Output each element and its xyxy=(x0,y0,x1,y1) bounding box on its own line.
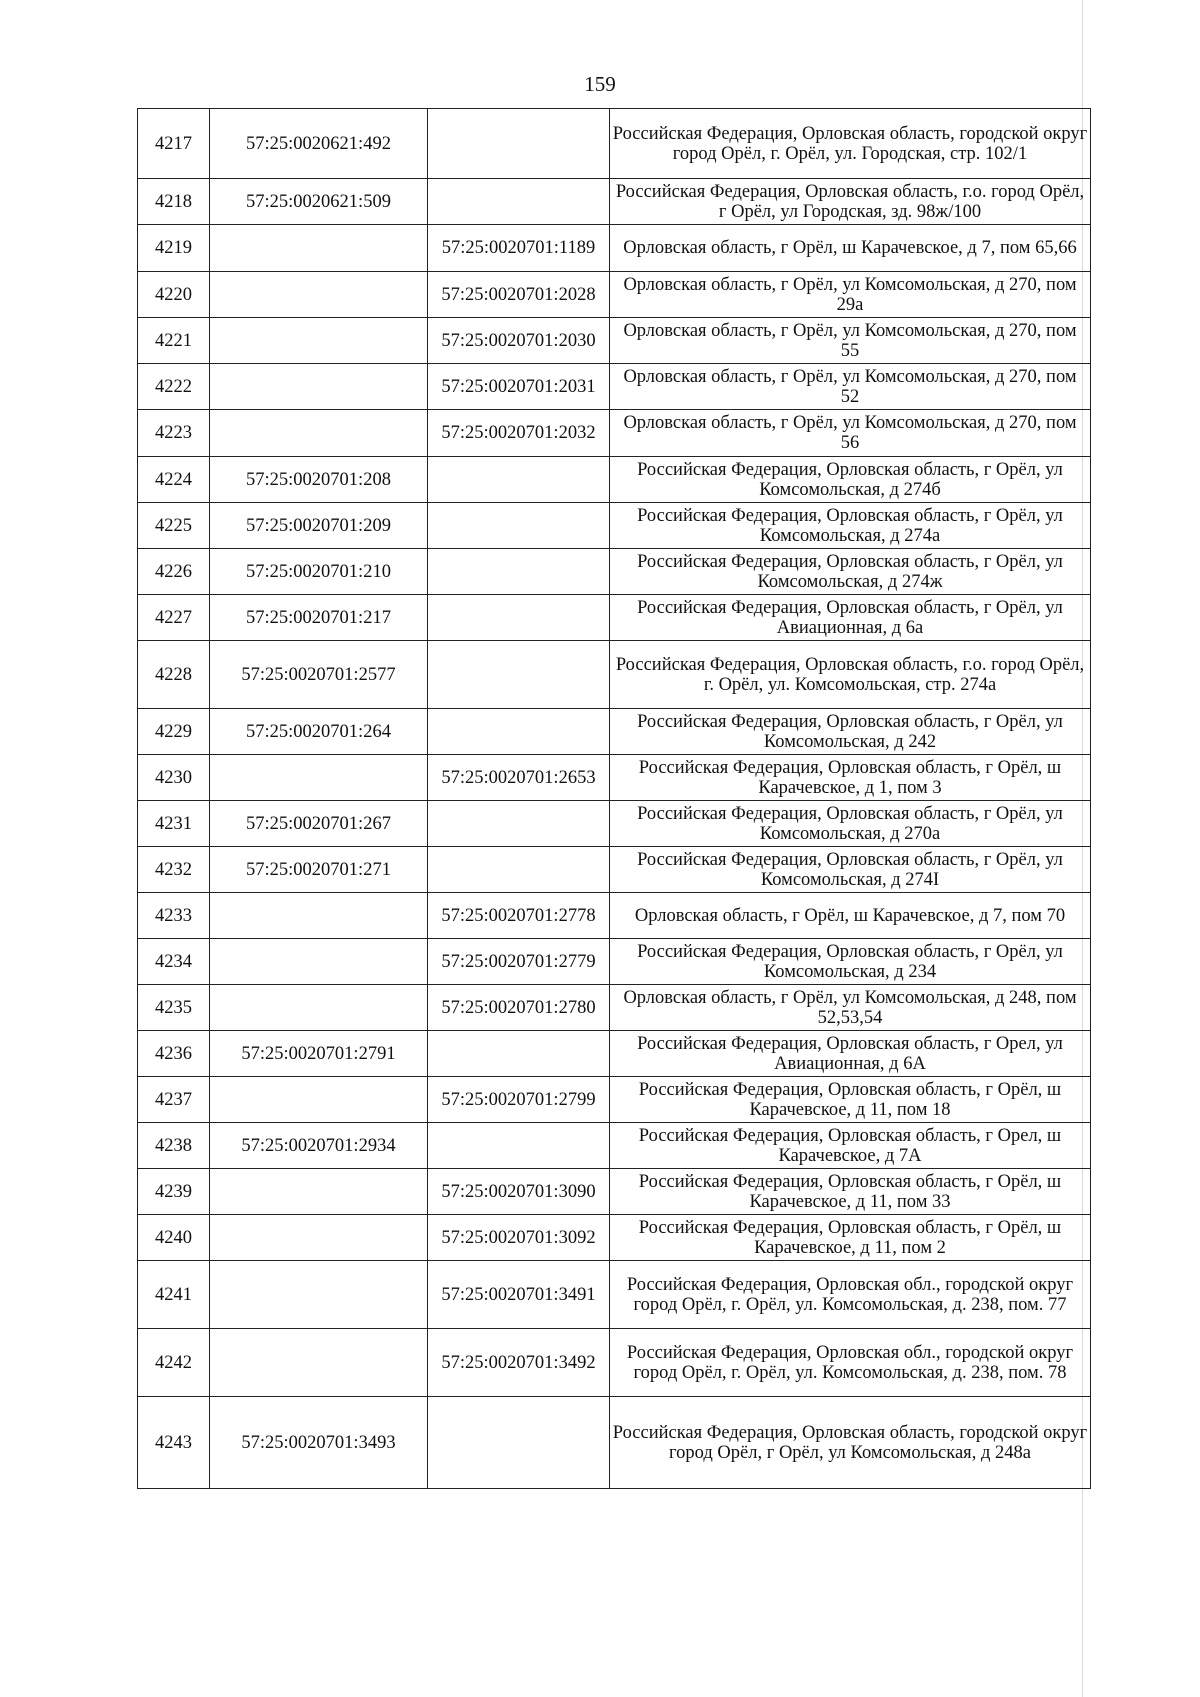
address-cell: Российская Федерация, Орловская область, г Орёл, ш Карачевское, д 11, пом 18 xyxy=(610,1077,1091,1123)
record-number-cell: 4222 xyxy=(138,364,210,410)
premises-cadastral-cell xyxy=(428,1397,610,1489)
table-row xyxy=(138,1261,1091,1329)
parcel-cadastral-cell: 57:25:0020621:509 xyxy=(210,179,428,225)
address-cell: Орловская область, г Орёл, ул Комсомольская, д 270, пом 55 xyxy=(610,318,1091,364)
record-number-cell: 4234 xyxy=(138,939,210,985)
address-cell: Орловская область, г Орёл, ул Комсомольская, д 270, пом 52 xyxy=(610,364,1091,410)
premises-cadastral-cell: 57:25:0020701:2780 xyxy=(428,985,610,1031)
table-row xyxy=(138,709,1091,755)
parcel-cadastral-cell xyxy=(210,1169,428,1215)
parcel-cadastral-cell xyxy=(210,939,428,985)
premises-cadastral-cell xyxy=(428,595,610,641)
parcel-cadastral-cell xyxy=(210,1215,428,1261)
premises-cadastral-cell: 57:25:0020701:2028 xyxy=(428,272,610,318)
address-cell: Российская Федерация, Орловская область, г Орёл, ш Карачевское, д 1, пом 3 xyxy=(610,755,1091,801)
parcel-cadastral-cell: 57:25:0020701:2934 xyxy=(210,1123,428,1169)
table-row xyxy=(138,1215,1091,1261)
table-row xyxy=(138,847,1091,893)
record-number-cell: 4235 xyxy=(138,985,210,1031)
record-number-cell: 4238 xyxy=(138,1123,210,1169)
address-cell: Орловская область, г Орёл, ул Комсомольская, д 270, пом 29а xyxy=(610,272,1091,318)
premises-cadastral-cell xyxy=(428,457,610,503)
premises-cadastral-cell: 57:25:0020701:2799 xyxy=(428,1077,610,1123)
premises-cadastral-cell: 57:25:0020701:2030 xyxy=(428,318,610,364)
table-row xyxy=(138,318,1091,364)
parcel-cadastral-cell xyxy=(210,985,428,1031)
address-cell: Российская Федерация, Орловская область, городской округ город Орёл, г. Орёл, ул. Городская, стр. 102/1 xyxy=(610,109,1091,179)
address-cell: Российская Федерация, Орловская область, г Орёл, ул Комсомольская, д 274ж xyxy=(610,549,1091,595)
premises-cadastral-cell: 57:25:0020701:3090 xyxy=(428,1169,610,1215)
parcel-cadastral-cell: 57:25:0020701:264 xyxy=(210,709,428,755)
table-row xyxy=(138,595,1091,641)
table-row xyxy=(138,801,1091,847)
address-cell: Российская Федерация, Орловская область, г Орёл, ул Комсомольская, д 234 xyxy=(610,939,1091,985)
address-cell: Российская Федерация, Орловская область, городской округ город Орёл, г Орёл, ул Комсомольская, д 248а xyxy=(610,1397,1091,1489)
table-row xyxy=(138,179,1091,225)
record-number-cell: 4229 xyxy=(138,709,210,755)
address-cell: Российская Федерация, Орловская область, г.о. город Орёл, г Орёл, ул Городская, зд. 98ж/100 xyxy=(610,179,1091,225)
address-cell: Российская Федерация, Орловская область, г Орёл, ул Комсомольская, д 274б xyxy=(610,457,1091,503)
table-row xyxy=(138,1077,1091,1123)
table-row xyxy=(138,1329,1091,1397)
parcel-cadastral-cell xyxy=(210,364,428,410)
parcel-cadastral-cell: 57:25:0020701:217 xyxy=(210,595,428,641)
record-number-cell: 4231 xyxy=(138,801,210,847)
table-row xyxy=(138,1123,1091,1169)
address-cell: Российская Федерация, Орловская область, г Орел, ш Карачевское, д 7А xyxy=(610,1123,1091,1169)
record-number-cell: 4223 xyxy=(138,410,210,457)
table-row xyxy=(138,641,1091,709)
table-row xyxy=(138,457,1091,503)
record-number-cell: 4241 xyxy=(138,1261,210,1329)
table-row xyxy=(138,364,1091,410)
record-number-cell: 4218 xyxy=(138,179,210,225)
address-cell: Российская Федерация, Орловская область, г Орёл, ш Карачевское, д 11, пом 2 xyxy=(610,1215,1091,1261)
table-row xyxy=(138,985,1091,1031)
record-number-cell: 4233 xyxy=(138,893,210,939)
table-row xyxy=(138,939,1091,985)
page-number: 159 xyxy=(584,72,616,96)
premises-cadastral-cell xyxy=(428,503,610,549)
premises-cadastral-cell: 57:25:0020701:3092 xyxy=(428,1215,610,1261)
address-cell: Российская Федерация, Орловская область, г Орел, ул Авиационная, д 6А xyxy=(610,1031,1091,1077)
table-row xyxy=(138,272,1091,318)
record-number-cell: 4225 xyxy=(138,503,210,549)
parcel-cadastral-cell xyxy=(210,1077,428,1123)
address-cell: Орловская область, г Орёл, ул Комсомольская, д 270, пом 56 xyxy=(610,410,1091,457)
premises-cadastral-cell: 57:25:0020701:2031 xyxy=(428,364,610,410)
address-cell: Российская Федерация, Орловская область, г.о. город Орёл, г. Орёл, ул. Комсомольская, стр. 274а xyxy=(610,641,1091,709)
record-number-cell: 4230 xyxy=(138,755,210,801)
premises-cadastral-cell xyxy=(428,1123,610,1169)
record-number-cell: 4226 xyxy=(138,549,210,595)
parcel-cadastral-cell xyxy=(210,1261,428,1329)
parcel-cadastral-cell: 57:25:0020701:209 xyxy=(210,503,428,549)
parcel-cadastral-cell: 57:25:0020701:210 xyxy=(210,549,428,595)
record-number-cell: 4240 xyxy=(138,1215,210,1261)
record-number-cell: 4242 xyxy=(138,1329,210,1397)
premises-cadastral-cell: 57:25:0020701:3492 xyxy=(428,1329,610,1397)
parcel-cadastral-cell xyxy=(210,272,428,318)
address-cell: Орловская область, г Орёл, ш Карачевское, д 7, пом 70 xyxy=(610,893,1091,939)
premises-cadastral-cell: 57:25:0020701:1189 xyxy=(428,225,610,272)
record-number-cell: 4239 xyxy=(138,1169,210,1215)
table-row xyxy=(138,1397,1091,1489)
record-number-cell: 4232 xyxy=(138,847,210,893)
record-number-cell: 4228 xyxy=(138,641,210,709)
record-number-cell: 4227 xyxy=(138,595,210,641)
table-row xyxy=(138,893,1091,939)
premises-cadastral-cell xyxy=(428,109,610,179)
parcel-cadastral-cell xyxy=(210,410,428,457)
record-number-cell: 4243 xyxy=(138,1397,210,1489)
record-number-cell: 4236 xyxy=(138,1031,210,1077)
parcel-cadastral-cell: 57:25:0020701:2577 xyxy=(210,641,428,709)
address-cell: Российская Федерация, Орловская область, г Орёл, ш Карачевское, д 11, пом 33 xyxy=(610,1169,1091,1215)
record-number-cell: 4220 xyxy=(138,272,210,318)
premises-cadastral-cell xyxy=(428,801,610,847)
premises-cadastral-cell: 57:25:0020701:2779 xyxy=(428,939,610,985)
address-cell: Российская Федерация, Орловская область, г Орёл, ул Комсомольская, д 274а xyxy=(610,503,1091,549)
premises-cadastral-cell xyxy=(428,549,610,595)
registry-table xyxy=(137,108,1091,1489)
table-row xyxy=(138,503,1091,549)
record-number-cell: 4224 xyxy=(138,457,210,503)
parcel-cadastral-cell xyxy=(210,318,428,364)
parcel-cadastral-cell: 57:25:0020701:3493 xyxy=(210,1397,428,1489)
premises-cadastral-cell xyxy=(428,847,610,893)
address-cell: Орловская область, г Орёл, ш Карачевское, д 7, пом 65,66 xyxy=(610,225,1091,272)
record-number-cell: 4237 xyxy=(138,1077,210,1123)
address-cell: Российская Федерация, Орловская обл., городской округ город Орёл, г. Орёл, ул. Комсомольская, д. 238, пом. 77 xyxy=(610,1261,1091,1329)
table-row xyxy=(138,549,1091,595)
premises-cadastral-cell: 57:25:0020701:3491 xyxy=(428,1261,610,1329)
parcel-cadastral-cell xyxy=(210,1329,428,1397)
address-cell: Российская Федерация, Орловская обл., городской округ город Орёл, г. Орёл, ул. Комсомольская, д. 238, пом. 78 xyxy=(610,1329,1091,1397)
address-cell: Орловская область, г Орёл, ул Комсомольская, д 248, пом 52,53,54 xyxy=(610,985,1091,1031)
table-row xyxy=(138,225,1091,272)
registry-table-body xyxy=(138,109,1091,1489)
premises-cadastral-cell xyxy=(428,641,610,709)
parcel-cadastral-cell xyxy=(210,225,428,272)
premises-cadastral-cell: 57:25:0020701:2032 xyxy=(428,410,610,457)
address-cell: Российская Федерация, Орловская область, г Орёл, ул Комсомольская, д 242 xyxy=(610,709,1091,755)
table-row xyxy=(138,755,1091,801)
parcel-cadastral-cell xyxy=(210,893,428,939)
parcel-cadastral-cell: 57:25:0020621:492 xyxy=(210,109,428,179)
record-number-cell: 4217 xyxy=(138,109,210,179)
record-number-cell: 4219 xyxy=(138,225,210,272)
parcel-cadastral-cell: 57:25:0020701:2791 xyxy=(210,1031,428,1077)
parcel-cadastral-cell xyxy=(210,755,428,801)
premises-cadastral-cell xyxy=(428,709,610,755)
table-row xyxy=(138,109,1091,179)
premises-cadastral-cell xyxy=(428,1031,610,1077)
address-cell: Российская Федерация, Орловская область, г Орёл, ул Авиационная, д 6а xyxy=(610,595,1091,641)
premises-cadastral-cell xyxy=(428,179,610,225)
parcel-cadastral-cell: 57:25:0020701:208 xyxy=(210,457,428,503)
address-cell: Российская Федерация, Орловская область, г Орёл, ул Комсомольская, д 270а xyxy=(610,801,1091,847)
table-row xyxy=(138,1031,1091,1077)
premises-cadastral-cell: 57:25:0020701:2653 xyxy=(428,755,610,801)
premises-cadastral-cell: 57:25:0020701:2778 xyxy=(428,893,610,939)
parcel-cadastral-cell: 57:25:0020701:267 xyxy=(210,801,428,847)
table-row xyxy=(138,410,1091,457)
record-number-cell: 4221 xyxy=(138,318,210,364)
address-cell: Российская Федерация, Орловская область, г Орёл, ул Комсомольская, д 274I xyxy=(610,847,1091,893)
table-row xyxy=(138,1169,1091,1215)
parcel-cadastral-cell: 57:25:0020701:271 xyxy=(210,847,428,893)
